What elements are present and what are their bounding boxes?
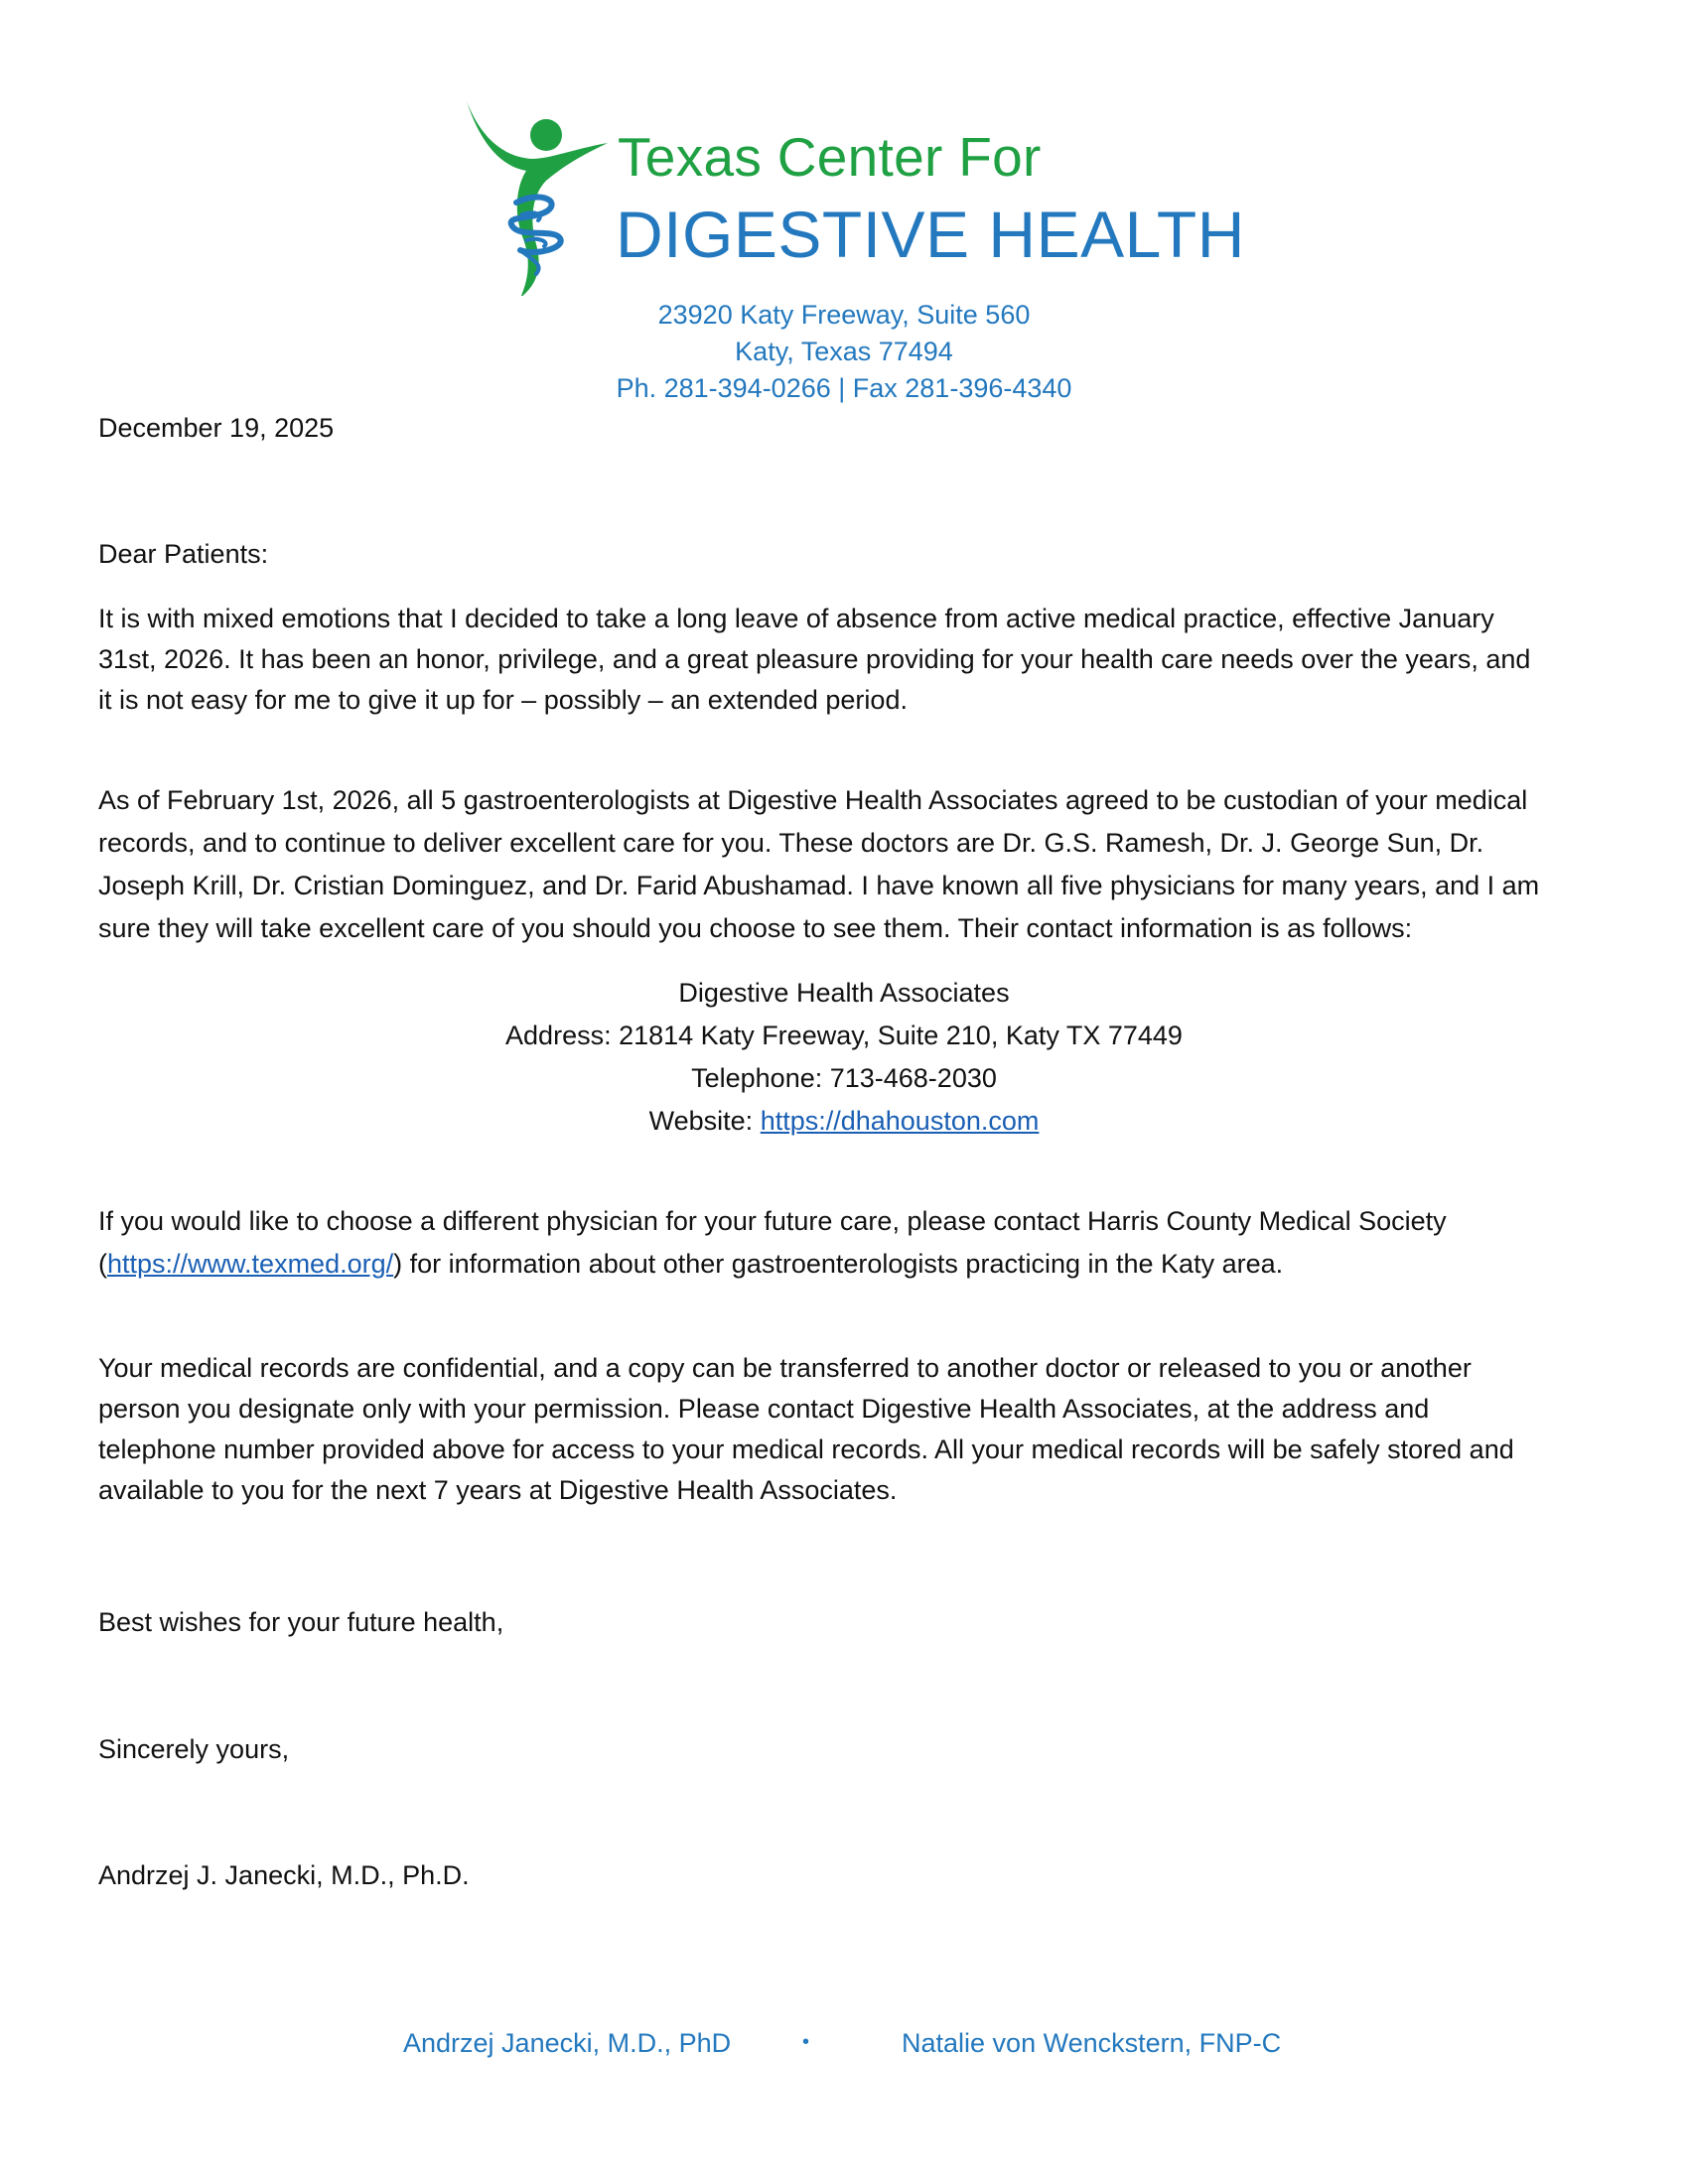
contact-telephone: Telephone: 713-468-2030 [691, 1063, 997, 1093]
brand-name-line1: Texas Center For [618, 126, 1042, 188]
caduceus-figure-icon [463, 97, 612, 296]
closing-best-wishes: Best wishes for your future health, [98, 1607, 504, 1637]
open-paren: ( [98, 1249, 107, 1279]
paragraph-line: 31st, 2026. It has been an honor, privilege, and a great pleasure providing for your health care needs over the years, and [98, 644, 1531, 674]
paragraph-line: Your medical records are confidential, and a copy can be transferred to another doctor or released to you or another [98, 1353, 1472, 1383]
paragraph-line: available to you for the next 7 years at Digestive Health Associates. [98, 1475, 898, 1505]
contact-block [0, 972, 1688, 1143]
paragraph-line: person you designate only with your permission. Please contact Digestive Health Associates, at the address and [98, 1394, 1430, 1424]
paragraph-line: Joseph Krill, Dr. Cristian Dominguez, and Dr. Farid Abushamad. I have known all five physicians for many years, and I am [98, 871, 1540, 900]
letterhead-phone-fax: Ph. 281-394-0266 | Fax 281-396-4340 [616, 373, 1072, 403]
paragraph-line: As of February 1st, 2026, all 5 gastroenterologists at Digestive Health Associates agreed to be custodian of your medical [98, 785, 1528, 815]
footer-left-provider: Andrzej Janecki, M.D., PhD [403, 2028, 732, 2058]
brand-name-line2: DIGESTIVE HEALTH [616, 198, 1245, 271]
letter-date: December 19, 2025 [98, 413, 335, 443]
paragraph-4 [98, 1348, 1598, 1511]
footer-right-provider: Natalie von Wenckstern, FNP-C [902, 2028, 1282, 2058]
paragraph-line: If you would like to choose a different physician for your future care, please contact Harris County Medical Society [98, 1206, 1447, 1236]
contact-name: Digestive Health Associates [678, 978, 1010, 1008]
paragraph-3 [98, 1200, 1598, 1286]
letterhead-address-line1: 23920 Katy Freeway, Suite 560 [657, 300, 1031, 330]
paragraph-line: telephone number provided above for access to your medical records. All your medical records will be safely stored and [98, 1434, 1514, 1464]
contact-website [0, 1100, 1688, 1143]
paragraph-1 [98, 599, 1598, 721]
website-label: Website: [648, 1106, 761, 1136]
closing-sincerely: Sincerely yours, [98, 1734, 290, 1764]
website-link[interactable]: https://dhahouston.com [760, 1106, 1040, 1136]
paragraph-line: It is with mixed emotions that I decided to take a long leave of absence from active medical practice, effective January [98, 604, 1494, 633]
contact-address: Address: 21814 Katy Freeway, Suite 210, Katy TX 77449 [505, 1021, 1183, 1050]
paragraph-2 [98, 779, 1598, 950]
salutation: Dear Patients: [98, 539, 269, 569]
letterhead-address-line2: Katy, Texas 77494 [735, 337, 953, 366]
footer-separator: • [802, 2031, 810, 2053]
paragraph-line [98, 1243, 1598, 1286]
paragraph-line-rest: ) for information about other gastroenterologists practicing in the Katy area. [393, 1249, 1284, 1279]
paragraph-line: sure they will take excellent care of you should you choose to see them. Their contact information is as follows: [98, 913, 1413, 943]
texmed-link[interactable]: https://www.texmed.org/ [107, 1249, 394, 1279]
paragraph-line: records, and to continue to deliver excellent care for you. These doctors are Dr. G.S. Ramesh, Dr. J. George Sun, Dr. [98, 828, 1484, 858]
paragraph-line: it is not easy for me to give it up for – possibly – an extended period. [98, 685, 908, 715]
signature-name: Andrzej J. Janecki, M.D., Ph.D. [98, 1860, 470, 1890]
